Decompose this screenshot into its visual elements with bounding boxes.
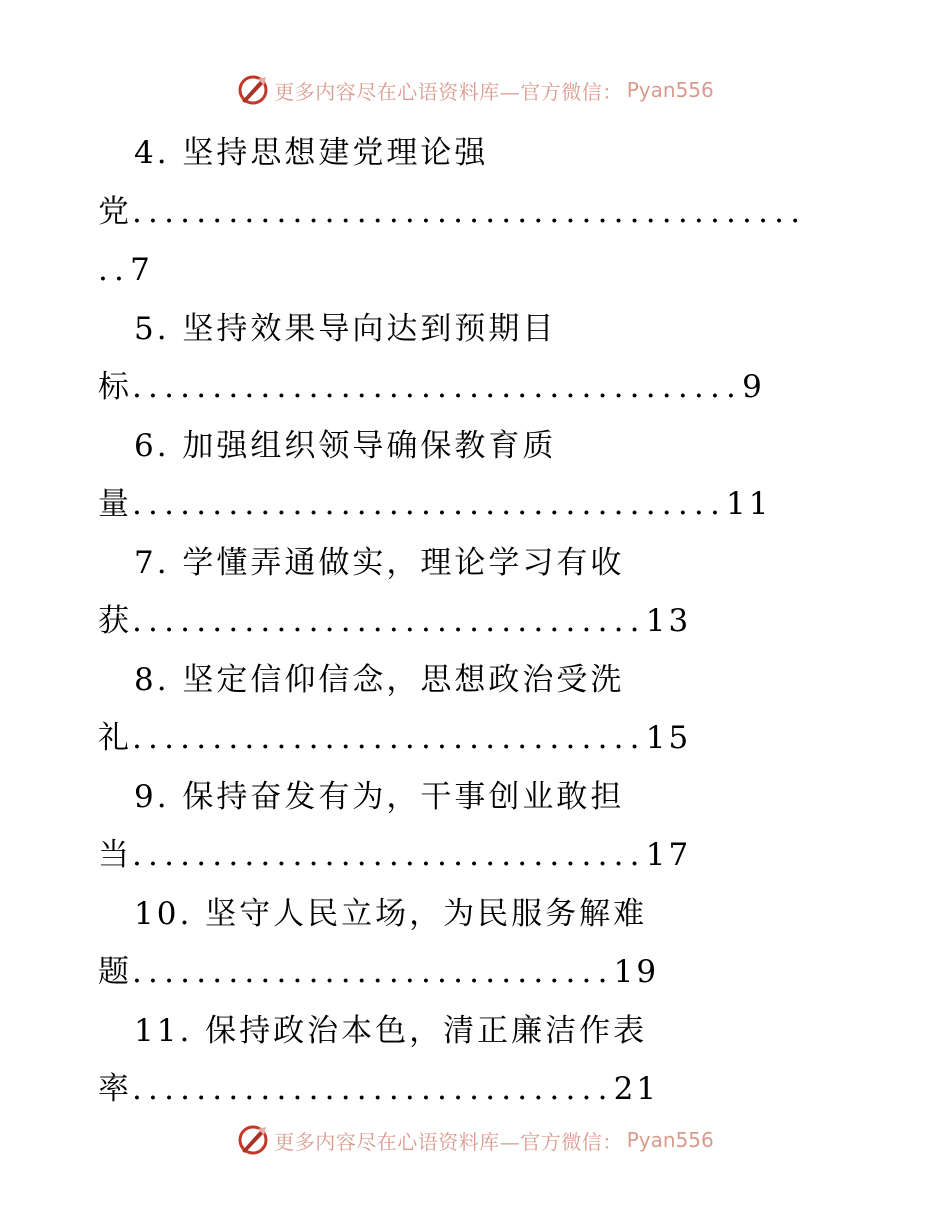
- toc-entry-tail: 礼: [98, 720, 132, 756]
- toc-entry-title: 7. 学懂弄通做实，理论学习有收: [134, 544, 625, 581]
- toc-entry-dots: ................................: [132, 720, 646, 756]
- watermark-text: 更多内容尽在心语资料库—官方微信：: [274, 79, 623, 104]
- toc-entry-dots: ................................: [132, 603, 646, 639]
- toc-entry-page: 21: [613, 1071, 660, 1107]
- toc-entry-title: 5. 坚持效果导向达到预期目: [134, 310, 557, 347]
- footer-watermark-content: [236, 1123, 714, 1157]
- toc-entry-tail: 当: [98, 837, 132, 873]
- toc-entry-dots: ..........................................: [132, 193, 807, 230]
- footer-watermark: [0, 1122, 950, 1158]
- toc-entry-title: 8. 坚定信仰信念，思想政治受洗: [134, 661, 625, 698]
- toc-entry-leader-line: [98, 826, 858, 885]
- toc-entry-overflow: ..7: [98, 252, 157, 288]
- toc-entry-page: 15: [645, 720, 692, 756]
- toc-entry-page: 17: [645, 837, 692, 873]
- toc-entry-title: 10. 坚守人民立场，为民服务解难: [134, 895, 648, 932]
- header-watermark: [0, 72, 950, 108]
- toc-entry-tail: 率: [98, 1071, 132, 1107]
- toc-entry-leader-line: [98, 358, 858, 417]
- watermark-wechat-id: Pyan556: [626, 1128, 714, 1152]
- watermark-text: 更多内容尽在心语资料库—官方微信：: [274, 1129, 623, 1154]
- toc-entry-leader-line: [98, 943, 858, 1002]
- toc-entry-leader-line: [98, 709, 858, 768]
- toc-entry-tail: 获: [98, 603, 132, 639]
- toc-entry-dots: ......................................: [132, 369, 743, 405]
- toc-entry-dots: ..............................: [132, 1071, 614, 1107]
- toc-entry-overflow-line: [98, 241, 858, 300]
- toc-entry-tail: 题: [98, 954, 132, 990]
- quill-logo-icon: [236, 73, 270, 107]
- toc-entry-page: 9: [742, 369, 765, 405]
- toc-entry-dots: ................................: [132, 837, 646, 873]
- toc-entry-title: 11. 保持政治本色，清正廉洁作表: [134, 1012, 648, 1049]
- toc-entry-page: 11: [726, 486, 772, 522]
- toc-entry-leader-line: [98, 592, 858, 651]
- toc-entry-leader-line: [98, 183, 858, 242]
- watermark-wechat-id: Pyan556: [626, 78, 714, 102]
- toc-entry-title: 4. 坚持思想建党理论强: [134, 135, 489, 171]
- toc-entry-title: 6. 加强组织领导确保教育质: [134, 427, 557, 464]
- toc-entry-dots: .....................................: [132, 486, 726, 522]
- toc-entry-leader-line: [98, 475, 858, 534]
- toc-entry-tail: 标: [98, 369, 132, 405]
- toc-entry-leader-line: [98, 1060, 858, 1119]
- toc-entry-tail: 量: [98, 486, 132, 522]
- toc-entry-dots: ..............................: [132, 954, 614, 990]
- table-of-contents: [98, 124, 858, 1119]
- toc-entry-title: 9. 保持奋发有为，干事创业敢担: [134, 778, 625, 815]
- header-watermark-content: [236, 73, 714, 107]
- toc-entry-tail: 党: [98, 193, 132, 230]
- quill-logo-icon: [236, 1123, 270, 1157]
- toc-entry-page: 13: [645, 603, 692, 639]
- toc-entry-page: 19: [613, 954, 660, 990]
